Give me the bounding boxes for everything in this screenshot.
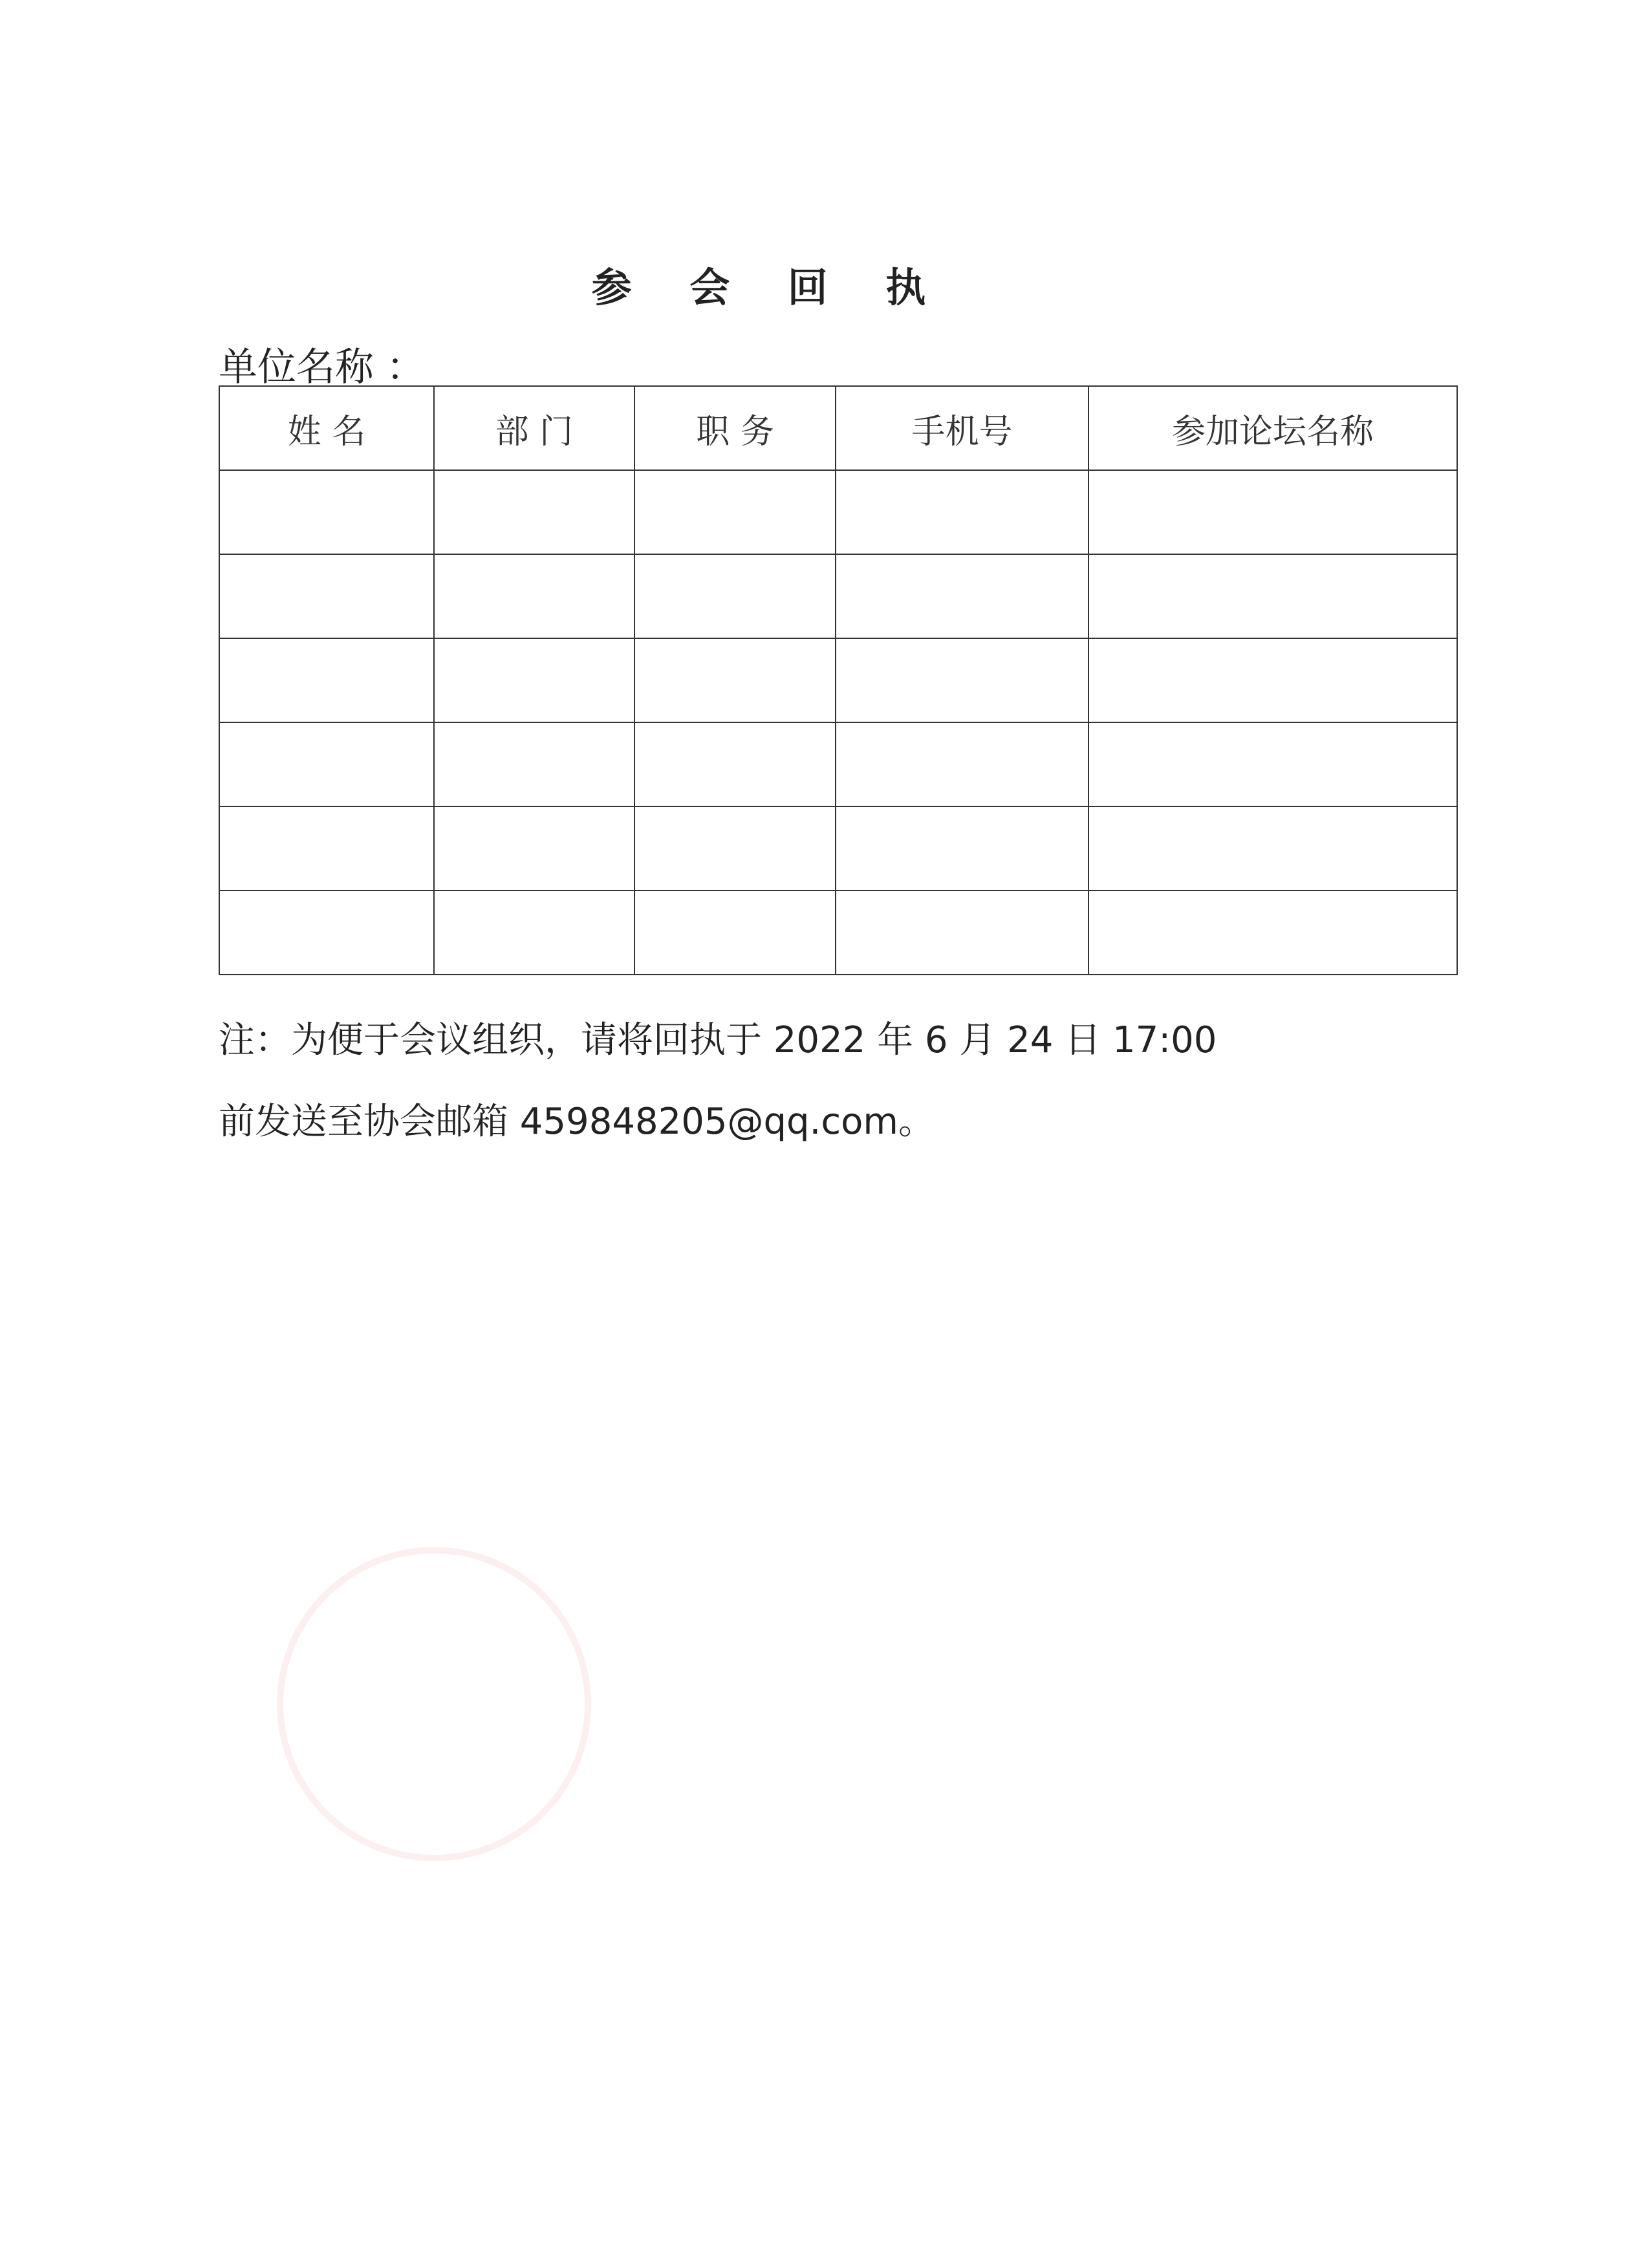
cell-department[interactable] [434, 891, 634, 975]
cell-position[interactable] [634, 722, 836, 806]
cell-name[interactable] [219, 638, 434, 722]
cell-name[interactable] [219, 891, 434, 975]
note-line-1: 注：为便于会议组织，请将回执于 2022 年 6 月 24 日 17:00 [219, 1019, 1217, 1061]
header-forum-name: 参加论坛名称 [1088, 386, 1457, 470]
cell-position[interactable] [634, 806, 836, 891]
unit-name-label: 单位名称 ： [219, 345, 426, 390]
table-header-row [219, 386, 1457, 470]
faded-seal-stamp [277, 1547, 591, 1861]
table-row [219, 722, 1457, 806]
cell-forum-name[interactable] [1088, 806, 1457, 891]
cell-position[interactable] [634, 638, 836, 722]
cell-forum-name[interactable] [1088, 891, 1457, 975]
cell-forum-name[interactable] [1088, 470, 1457, 554]
cell-department[interactable] [434, 554, 634, 638]
cell-phone[interactable] [836, 806, 1088, 891]
cell-forum-name[interactable] [1088, 638, 1457, 722]
table-row [219, 891, 1457, 975]
cell-department[interactable] [434, 470, 634, 554]
cell-position[interactable] [634, 470, 836, 554]
cell-phone[interactable] [836, 638, 1088, 722]
cell-phone[interactable] [836, 891, 1088, 975]
table-row [219, 554, 1457, 638]
header-name: 姓 名 [219, 386, 434, 470]
seal-text [283, 1553, 585, 1855]
cell-name[interactable] [219, 554, 434, 638]
header-department: 部 门 [434, 386, 634, 470]
cell-phone[interactable] [836, 722, 1088, 806]
cell-phone[interactable] [836, 470, 1088, 554]
header-position: 职 务 [634, 386, 836, 470]
cell-department[interactable] [434, 638, 634, 722]
cell-forum-name[interactable] [1088, 722, 1457, 806]
cell-name[interactable] [219, 806, 434, 891]
cell-phone[interactable] [836, 554, 1088, 638]
table-row [219, 638, 1457, 722]
cell-position[interactable] [634, 891, 836, 975]
header-phone: 手机号 [836, 386, 1088, 470]
cell-forum-name[interactable] [1088, 554, 1457, 638]
cell-name[interactable] [219, 470, 434, 554]
cell-department[interactable] [434, 722, 634, 806]
table-row [219, 470, 1457, 554]
cell-position[interactable] [634, 554, 836, 638]
registration-table [219, 385, 1458, 975]
document-title: 参 会 回 执 [591, 264, 948, 311]
note-line-2: 前发送至协会邮箱 459848205@qq.com。 [219, 1101, 935, 1143]
table-row [219, 806, 1457, 891]
cell-department[interactable] [434, 806, 634, 891]
table-body [219, 470, 1457, 975]
cell-name[interactable] [219, 722, 434, 806]
